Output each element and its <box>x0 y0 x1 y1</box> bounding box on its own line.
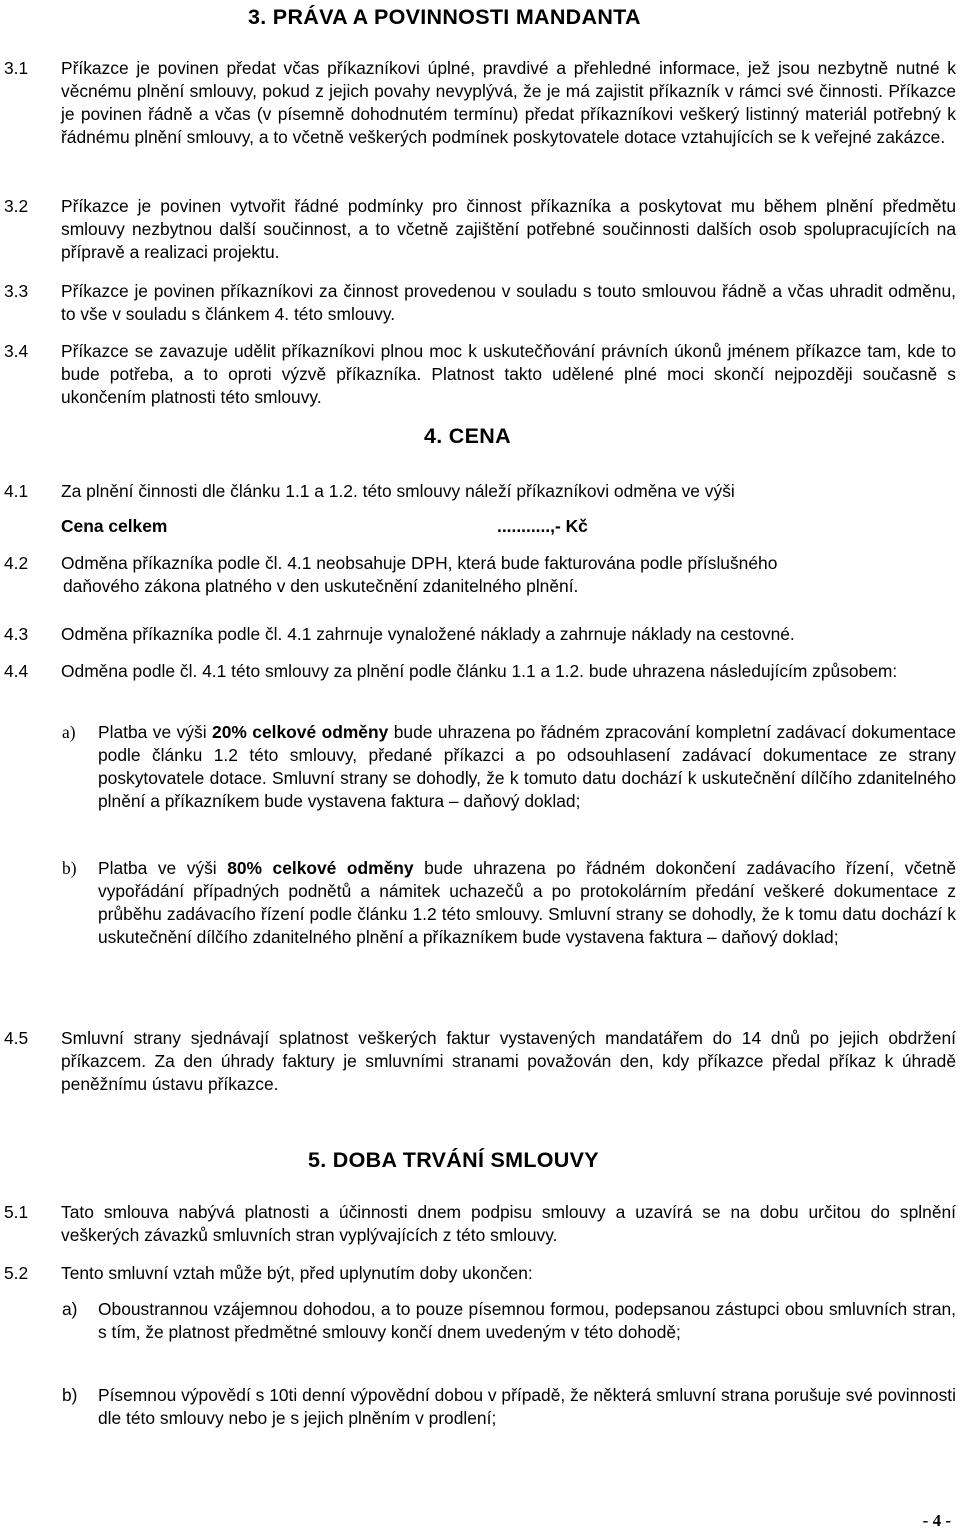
paragraph-3-1 <box>4 57 956 149</box>
paragraph-number: 4.2 <box>4 553 29 573</box>
item-text: Písemnou výpovědí s 10ti denní výpovědní dobou v případě, že některá smluvní strana porušuje své povinnosti dle této smlouvy nebo je s jejich plněním v prodlení; <box>98 1385 956 1428</box>
item-text-bold: 20% celkové odměny <box>212 722 389 742</box>
paragraph-4-4 <box>4 660 956 683</box>
paragraph-5-1 <box>4 1201 956 1247</box>
paragraph-number: 4.4 <box>4 661 29 681</box>
paragraph-line: Odměna příkazníka podle čl. 4.1 neobsahuje DPH, která bude fakturována podle příslušného <box>61 553 778 573</box>
paragraph-number: 3.4 <box>4 341 29 361</box>
paragraph-4-1 <box>4 480 956 503</box>
paragraph-text: Příkazce je povinen vytvořit řádné podmínky pro činnost příkazníka a poskytovat mu během plnění předmětu smlouvy nezbytnou další součinnost, a to včetně zajištění potřebné součinnosti dalších osob spolupracujících na přípravě a realizaci projektu. <box>61 196 956 262</box>
paragraph-3-3 <box>4 280 956 326</box>
paragraph-text: Za plnění činnosti dle článku 1.1 a 1.2. této smlouvy náleží příkazníkovi odměna ve výši <box>61 481 735 501</box>
paragraph-text: Odměna příkazníka podle čl. 4.1 zahrnuje vynaložené náklady a zahrnuje náklady na cestovné. <box>61 624 795 644</box>
item-text <box>98 721 956 813</box>
paragraph-text: Příkazce je povinen příkazníkovi za činnost provedenou v souladu s touto smlouvou řádně a včas uhradit odměnu, to vše v souladu s článkem 4. této smlouvy. <box>61 281 956 324</box>
paragraph-number: 4.3 <box>4 624 29 644</box>
paragraph-text: Odměna podle čl. 4.1 této smlouvy za plnění podle článku 1.1 a 1.2. bude uhrazena následujícím způsobem: <box>61 661 898 681</box>
paragraph-3-4 <box>4 340 956 409</box>
section-3-heading: 3. PRÁVA A POVINNOSTI MANDANTA <box>248 5 641 29</box>
price-value: ...........,- Kč <box>497 516 588 536</box>
section-4-heading: 4. CENA <box>424 424 511 448</box>
paragraph-number: 5.2 <box>4 1263 29 1283</box>
paragraph-number: 4.1 <box>4 481 29 501</box>
page-number: - 4 - <box>922 1511 951 1530</box>
paragraph-5-2 <box>4 1262 956 1285</box>
price-label: Cena celkem <box>61 516 168 536</box>
paragraph-number: 3.2 <box>4 196 29 216</box>
paragraph-4-5 <box>4 1027 956 1096</box>
paragraph-number: 3.1 <box>4 58 29 78</box>
paragraph-text: Tento smluvní vztah může být, před uplynutím doby ukončen: <box>61 1263 533 1283</box>
section-5-heading: 5. DOBA TRVÁNÍ SMLOUVY <box>308 1148 599 1172</box>
item-label: b) <box>62 1385 78 1405</box>
item-text-start: Platba ve výši <box>98 858 228 878</box>
item-label: a) <box>62 1299 78 1319</box>
termination-item-a <box>62 1298 956 1344</box>
termination-item-b <box>62 1384 956 1430</box>
paragraph-number: 5.1 <box>4 1202 29 1222</box>
paragraph-3-2 <box>4 195 956 264</box>
payment-item-a <box>62 721 956 813</box>
paragraph-text: Příkazce se zavazuje udělit příkazníkovi plnou moc k uskutečňování právních úkonů jménem příkazce tam, kde to bude potřeba, a to oproti výzvě příkazníka. Platnost takto udělené plné moci skončí nejpozději současně s ukončením platnosti této smlouvy. <box>61 341 956 407</box>
item-text-end: bude uhrazena po řádném zpracování kompletní zadávací dokumentace podle článku 1.2 této smlouvy, předané příkazci a po odsouhlasení zadávací dokumentace ze strany poskytovatele dotace. Smluvní strany se dohodly, že k tomuto datu dochází k uskutečnění dílčího zdanitelného plnění a příkazníkem bude vystavena faktura – daňový doklad; <box>98 722 956 811</box>
item-label: b) <box>62 858 77 878</box>
paragraph-number: 3.3 <box>4 281 29 301</box>
paragraph-4-2 <box>4 552 956 598</box>
item-text: Oboustrannou vzájemnou dohodou, a to pouze písemnou formou, podepsanou zástupci obou smluvních stran, s tím, že platnost předmětné smlouvy končí dnem uvedeným v této dohodě; <box>98 1299 956 1342</box>
paragraph-text: Smluvní strany sjednávají splatnost veškerých faktur vystavených mandatářem do 14 dnů po jejich obdržení příkazcem. Za den úhrady faktury je smluvními stranami považován den, kdy příkazce předal příkaz k úhradě peněžnímu ústavu příkazce. <box>61 1028 956 1094</box>
item-text-end: bude uhrazena po řádném dokončení zadávacího řízení, včetně vypořádání případných podnětů a námitek uchazečů a po protokolárním předání veškeré dokumentace z průběhu zadávacího řízení podle článku 1.2 této smlouvy. Smluvní strany se dohodly, že k tomu datu dochází k uskutečnění dílčího zdanitelného plnění a příkazníkem bude vystavena faktura – daňový doklad; <box>98 858 956 947</box>
item-text-bold: 80% celkové odměny <box>227 858 414 878</box>
item-text <box>98 857 956 949</box>
paragraph-text: Tato smlouva nabývá platnosti a účinnosti dnem podpisu smlouvy a uzavírá se na dobu určitou do splnění veškerých závazků smluvních stran vyplývajících z této smlouvy. <box>61 1202 956 1245</box>
paragraph-number: 4.5 <box>4 1028 29 1048</box>
paragraph-4-3 <box>4 623 956 646</box>
item-text-start: Platba ve výši <box>98 722 213 742</box>
paragraph-text <box>61 552 956 598</box>
paragraph-line: daňového zákona platného v den uskutečnění zdanitelného plnění. <box>63 576 579 596</box>
payment-item-b <box>62 857 956 949</box>
item-label: a) <box>62 722 76 742</box>
paragraph-text: Příkazce je povinen předat včas příkazníkovi úplné, pravdivé a přehledné informace, jež jsou nezbytně nutné k věcnému plnění smlouvy, pokud z jejich povahy nevyplývá, že je má zajistit příkazník v rámci své činnosti. Příkazce je povinen řádně a včas (v písemně dohodnutém termínu) předat příkazníkovi veškerý listinný materiál potřebný k řádnému plnění smlouvy, a to včetně veškerých podmínek poskytovatele dotace vztahujících se k veřejné zakázce. <box>61 58 956 147</box>
